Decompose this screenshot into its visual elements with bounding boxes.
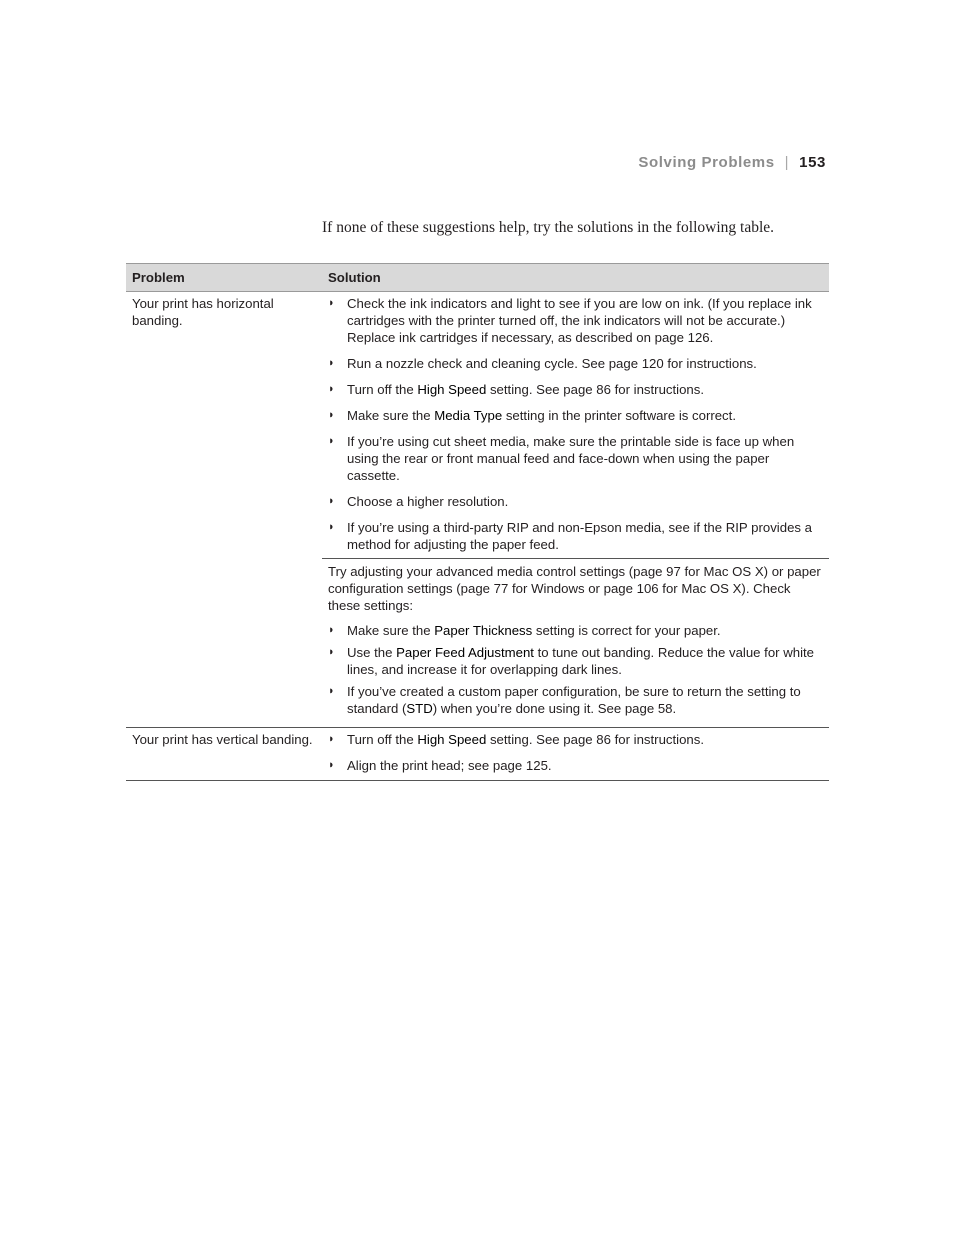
solution-cell xyxy=(322,728,829,781)
problem-cell: Your print has horizontal banding. xyxy=(132,296,274,328)
bullet-icon: ◗ xyxy=(328,646,335,658)
bullet-icon: ◗ xyxy=(328,685,335,697)
running-header xyxy=(638,154,826,171)
list-item: ◗ If you’re using cut sheet media, make sure the printable side is face up when using the rear or front manual feed and face-down when using the paper cassette. xyxy=(328,434,795,483)
list-item: ◗ If you’ve created a custom paper configuration, be sure to return the setting to standard (STD) when you’re done using it. See page 58. xyxy=(328,684,801,716)
list-item: ◗ Align the print head; see page 125. xyxy=(328,758,552,773)
bullet-icon: ◗ xyxy=(328,495,335,507)
solution-list xyxy=(328,731,821,774)
list-item: ◗ Choose a higher resolution. xyxy=(328,494,509,509)
bullet-icon: ◗ xyxy=(328,435,335,447)
setting-name: Paper Feed Adjustment xyxy=(396,645,534,660)
bullet-icon: ◗ xyxy=(328,759,335,771)
troubleshooting-table xyxy=(126,263,829,781)
intro-paragraph: If none of these suggestions help, try the solutions in the following table. xyxy=(322,219,775,236)
bullet-icon: ◗ xyxy=(328,409,335,421)
column-header-solution: Solution xyxy=(322,264,829,292)
list-item: ◗ Run a nozzle check and cleaning cycle. See page 120 for instructions. xyxy=(328,356,757,371)
setting-name: Media Type xyxy=(434,408,503,423)
bullet-icon: ◗ xyxy=(328,357,335,369)
table-header-row xyxy=(126,264,829,292)
bullet-icon: ◗ xyxy=(328,521,335,533)
setting-name: STD xyxy=(406,701,433,716)
list-item: ◗ Make sure the Media Type setting in the printer software is correct. xyxy=(328,408,736,423)
bullet-icon: ◗ xyxy=(328,624,335,636)
solution-cell xyxy=(322,559,829,728)
list-item: ◗ Use the Paper Feed Adjustment to tune out banding. Reduce the value for white lines, and increase it for overlapping dark lines. xyxy=(328,645,815,677)
table-row xyxy=(126,728,829,781)
list-item: ◗ Turn off the High Speed setting. See page 86 for instructions. xyxy=(328,732,705,747)
column-header-problem: Problem xyxy=(126,264,322,292)
table-row xyxy=(126,292,829,559)
list-item: ◗ Make sure the Paper Thickness setting is correct for your paper. xyxy=(328,623,721,638)
setting-name: Paper Thickness xyxy=(434,623,533,638)
list-item: ◗ If you’re using a third-party RIP and non-Epson media, see if the RIP provides a method for adjusting the paper feed. xyxy=(328,520,812,552)
bullet-icon: ◗ xyxy=(328,733,335,745)
setting-name: High Speed xyxy=(417,732,487,747)
solution-list xyxy=(328,622,821,717)
list-item: ◗ Check the ink indicators and light to see if you are low on ink. (If you replace ink cartridges with the printer turned off, the ink indicators will not be accurate.) Replace ink cartridges if necessary, as described on page 126. xyxy=(328,296,812,345)
header-separator: | xyxy=(784,154,790,171)
list-item: ◗ Turn off the High Speed setting. See page 86 for instructions. xyxy=(328,382,705,397)
solution-lead-text: Try adjusting your advanced media control settings (page 97 for Mac OS X) or paper configuration settings (page 77 for Windows or page 106 for Mac OS X). Check these settings: xyxy=(328,564,821,613)
bullet-icon: ◗ xyxy=(328,297,335,309)
setting-name: High Speed xyxy=(417,382,487,397)
page-number: 153 xyxy=(799,154,826,171)
problem-cell: Your print has vertical banding. xyxy=(126,728,322,781)
section-title: Solving Problems xyxy=(638,154,775,171)
solution-cell xyxy=(322,292,829,559)
solution-list xyxy=(328,295,821,553)
bullet-icon: ◗ xyxy=(328,383,335,395)
